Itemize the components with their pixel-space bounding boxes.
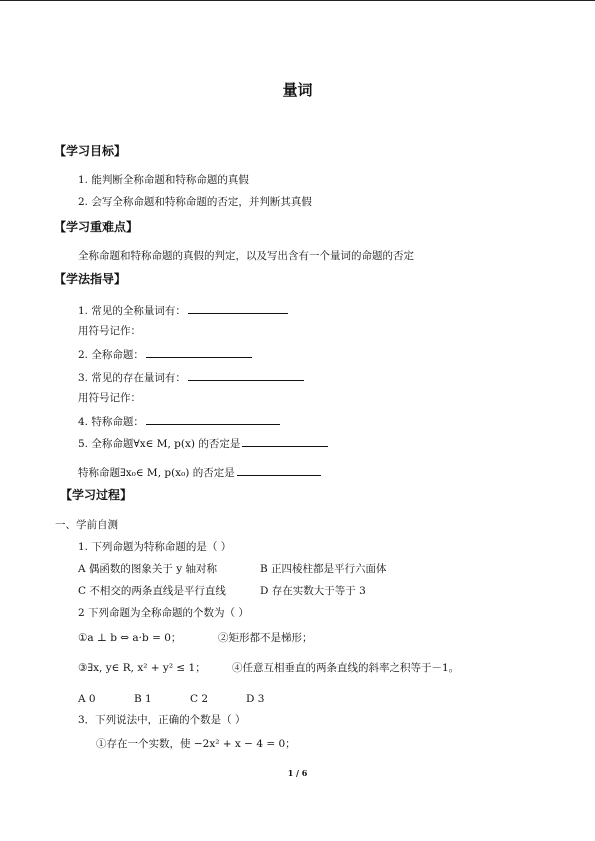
part-heading: 一、学前自测 <box>55 519 118 531</box>
question-2-item-2: ②矩形都不是梯形； <box>218 632 313 644</box>
answer-blank[interactable] <box>146 413 280 425</box>
question-1-option-a: A 偶函数的图象关于 y 轴对称 <box>78 563 218 575</box>
method-q4 <box>78 413 280 429</box>
question-2-stem: 2 下列命题为全称命题的个数为（ ） <box>78 607 249 619</box>
method-q2 <box>78 346 252 362</box>
page-number: 1 / 6 <box>287 768 308 778</box>
method-q1-label: 1. 常见的全称量词有： <box>78 305 186 317</box>
method-q4-label: 4. 特称命题： <box>78 416 144 428</box>
method-symbol-1: 用符号记作： <box>78 325 141 337</box>
answer-blank[interactable] <box>188 302 288 314</box>
answer-blank[interactable] <box>242 435 328 447</box>
question-1-option-c: C 不相交的两条直线是平行直线 <box>78 585 226 597</box>
answer-blank[interactable] <box>146 346 252 358</box>
method-q2-label: 2. 全称命题： <box>78 349 144 361</box>
question-2-option-d: D 3 <box>246 693 265 705</box>
question-1-option-b: B 正四棱柱都是平行六面体 <box>260 563 387 575</box>
section-heading-key-points: 【学习重难点】 <box>54 220 139 234</box>
method-q5-label: 5. 全称命题∀x∈ M, p(x) 的否定是 <box>78 438 241 450</box>
question-2-option-a: A 0 <box>78 693 96 705</box>
question-2-option-b: B 1 <box>134 693 152 705</box>
question-2-option-c: C 2 <box>190 693 209 705</box>
key-points-text: 全称命题和特称命题的真假的判定，以及写出含有一个量词的命题的否定 <box>78 250 414 262</box>
section-heading-goals: 【学习目标】 <box>54 144 127 158</box>
question-2-item-3: ③∃x, y∈ R, x² + y² ≤ 1； <box>78 662 206 674</box>
answer-blank[interactable] <box>237 464 321 476</box>
method-q6-label: 特称命题∃x₀∈ M, p(x₀) 的否定是 <box>78 467 235 479</box>
method-q5 <box>78 435 328 451</box>
page-title: 量词 <box>282 81 313 99</box>
question-2-item-1: ①a ⊥ b ⇔ a·b = 0； <box>78 632 182 644</box>
method-q3 <box>78 369 304 385</box>
page-top-border <box>0 0 595 1</box>
question-3-stem: 3．下列说法中，正确的个数是（ ） <box>78 714 246 726</box>
method-q3-label: 3. 常见的存在量词有： <box>78 372 186 384</box>
question-1-stem: 1. 下列命题为特称命题的是（ ） <box>78 541 232 553</box>
method-symbol-2: 用符号记作： <box>78 392 141 404</box>
section-heading-process: 【学习过程】 <box>60 488 133 502</box>
question-1-option-d: D 存在实数大于等于 3 <box>260 585 366 597</box>
question-3-item-1: ①存在一个实数，使 −2x² + x − 4 = 0； <box>96 738 296 750</box>
answer-blank[interactable] <box>188 369 304 381</box>
goal-item-1: 1. 能判断全称命题和特称命题的真假 <box>78 174 249 186</box>
goal-item-2: 2. 会写全称命题和特称命题的否定，并判断其真假 <box>78 196 312 208</box>
question-2-item-4: ④任意互相垂直的两条直线的斜率之积等于－1。 <box>232 662 460 674</box>
method-q6 <box>78 464 321 480</box>
section-heading-method: 【学法指导】 <box>54 272 127 286</box>
method-q1 <box>78 302 288 318</box>
